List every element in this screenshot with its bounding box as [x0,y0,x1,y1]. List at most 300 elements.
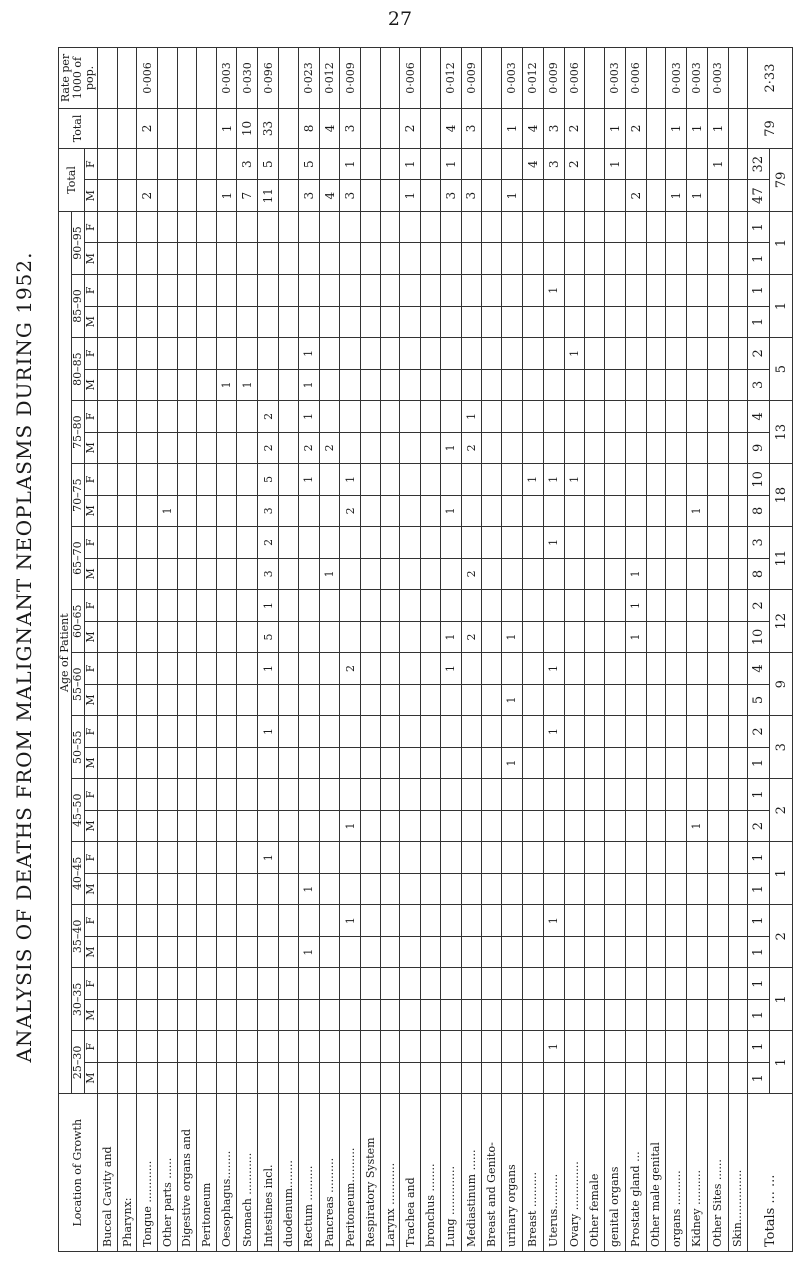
count-cell-f [216,968,237,1000]
count-cell-f [340,968,361,1000]
count-cell-f [400,527,421,559]
count-cell-f [440,716,461,748]
empty-cell [482,306,501,338]
count-cell-m [543,432,564,464]
empty-cell [585,401,604,433]
band-total-cell: 5 [770,338,793,401]
empty-cell [646,211,665,243]
count-cell-f [319,464,340,496]
count-cell-m [279,873,298,905]
count-cell-f [340,590,361,622]
empty-cell [585,621,604,653]
count-cell-m [686,999,707,1031]
empty-cell [646,653,665,685]
count-cell-m [400,243,421,275]
count-cell-m [279,747,298,779]
count-cell-f [604,905,625,937]
count-cell-f [625,1031,646,1063]
count-cell-f [501,527,522,559]
count-cell-m [564,432,585,464]
count-cell-m [237,495,258,527]
count-cell-f [564,842,585,874]
total-m-cell: 1 [501,180,522,212]
count-cell-m: 5 [258,621,279,653]
table-row [319,48,340,1252]
count-cell-f [728,653,747,685]
count-cell-f [625,527,646,559]
count-cell-f [625,968,646,1000]
total-m-cell: 1 [686,180,707,212]
sex-f-header: F [85,275,98,307]
count-cell-f [686,779,707,811]
count-cell-m [522,621,543,653]
location-label: Other Sites ...... [707,1094,728,1252]
empty-cell [585,716,604,748]
empty-cell [646,558,665,590]
empty-cell [197,936,216,968]
count-cell-f [501,905,522,937]
count-cell-m [137,432,158,464]
total-cell: 2 [400,108,421,148]
count-cell-m [421,495,440,527]
count-cell-m [707,495,728,527]
count-cell-f: 1 [258,653,279,685]
table-row [298,48,319,1252]
count-cell-m [421,621,440,653]
empty-cell [117,779,136,811]
empty-cell [482,905,501,937]
empty-cell [98,999,117,1031]
count-cell-m [522,810,543,842]
count-cell-f [258,338,279,370]
count-cell-f [440,401,461,433]
count-cell-m [421,999,440,1031]
count-cell-m [707,369,728,401]
location-label: Breast and Genito- [482,1094,501,1252]
count-cell-m [258,810,279,842]
count-cell-f [440,275,461,307]
count-cell-m [421,558,440,590]
empty-cell [197,180,216,212]
age-band-header: 90–95 [72,211,85,274]
location-label: Intestines incl. [258,1094,279,1252]
total-f-cell [666,148,687,180]
count-cell-f [461,464,482,496]
empty-cell [361,495,380,527]
count-cell-f [543,842,564,874]
count-cell-m [216,558,237,590]
count-cell-f [158,275,177,307]
empty-cell [117,369,136,401]
count-cell-f: 1 [258,842,279,874]
count-cell-m [237,243,258,275]
count-cell-m [728,243,747,275]
empty-cell [98,684,117,716]
totals-f-cell: 4 [748,401,770,433]
count-cell-m: 1 [686,810,707,842]
count-cell-f [279,338,298,370]
count-cell-f [666,464,687,496]
totals-f-cell: 1 [748,842,770,874]
band-total-cell: 18 [770,464,793,527]
total-m-cell: 2 [137,180,158,212]
count-cell-m [564,684,585,716]
count-cell-m: 2 [319,432,340,464]
total-cell: 3 [461,108,482,148]
count-cell-m [440,306,461,338]
total-f-cell [216,148,237,180]
total-f-cell: 5 [298,148,319,180]
location-label: urinary organs [501,1094,522,1252]
count-cell-f [522,590,543,622]
empty-cell [585,653,604,685]
total-m-cell [522,180,543,212]
total-cell [380,108,399,148]
sex-f-header: F [85,842,98,874]
rate-cell: 0·009 [461,48,482,109]
count-cell-f [625,464,646,496]
count-cell-m [421,936,440,968]
count-cell-f [380,211,399,243]
empty-cell [646,180,665,212]
count-cell-m [237,621,258,653]
count-cell-m [501,558,522,590]
count-cell-m [604,747,625,779]
empty-cell [646,495,665,527]
count-cell-f [340,211,361,243]
count-cell-f [137,527,158,559]
table-row [380,48,399,1252]
age-band-header: 60–65 [72,590,85,653]
empty-cell [117,338,136,370]
count-cell-f [543,338,564,370]
empty-cell [98,558,117,590]
count-cell-m [319,495,340,527]
rate-cell [421,48,440,109]
count-cell-m [564,747,585,779]
count-cell-f [158,968,177,1000]
count-cell-m [728,747,747,779]
empty-cell [361,558,380,590]
empty-cell [482,558,501,590]
count-cell-f [501,338,522,370]
count-cell-f [707,779,728,811]
count-cell-m [728,1062,747,1094]
count-cell-m [686,747,707,779]
empty-cell [361,1062,380,1094]
count-cell-m [543,495,564,527]
table-row [421,48,440,1252]
totals-m-cell: 2 [748,810,770,842]
count-cell-f [137,779,158,811]
count-cell-m [707,558,728,590]
count-cell-m [137,999,158,1031]
empty-cell [585,873,604,905]
count-cell-m [604,1062,625,1094]
band-total-cell: 11 [770,527,793,590]
count-cell-m: 1 [440,621,461,653]
count-cell-f [666,211,687,243]
empty-cell [117,905,136,937]
header-row-3 [85,48,98,1252]
count-cell-m [604,432,625,464]
count-cell-m [707,1062,728,1094]
count-cell-m [237,558,258,590]
count-cell-m [707,999,728,1031]
count-cell-m [298,306,319,338]
count-cell-m [440,810,461,842]
count-cell-f [686,905,707,937]
location-label: Pancreas .......... [319,1094,340,1252]
count-cell-f [237,905,258,937]
count-cell-f [543,968,564,1000]
count-cell-m [258,306,279,338]
count-cell-m [158,369,177,401]
count-cell-f [440,779,461,811]
count-cell-f [237,275,258,307]
empty-cell [177,432,196,464]
totals-f-cell: 3 [748,527,770,559]
count-cell-f [440,842,461,874]
count-cell-f [279,211,298,243]
empty-cell [585,936,604,968]
empty-cell [361,968,380,1000]
count-cell-m [728,999,747,1031]
count-cell-m [421,243,440,275]
count-cell-m [625,306,646,338]
count-cell-f [707,842,728,874]
count-cell-m [216,495,237,527]
band-total-cell: 1 [770,1031,793,1094]
sex-f-header: F [85,464,98,496]
totals-m-cell: 1 [748,243,770,275]
count-cell-m [564,495,585,527]
count-cell-m [380,369,399,401]
count-cell-f: 5 [258,464,279,496]
total-cell: 1 [686,108,707,148]
count-cell-f [543,590,564,622]
count-cell-f: 1 [543,653,564,685]
total-f-cell: 1 [400,148,421,180]
empty-cell [646,590,665,622]
count-cell-f [440,338,461,370]
count-cell-m [686,558,707,590]
count-cell-m [216,747,237,779]
empty-cell [646,747,665,779]
count-cell-f [686,842,707,874]
empty-cell [646,968,665,1000]
empty-cell [585,558,604,590]
count-cell-m [625,747,646,779]
count-cell-m [728,558,747,590]
count-cell-m [501,495,522,527]
empty-cell [482,464,501,496]
count-cell-f [279,275,298,307]
empty-cell [177,905,196,937]
table-row [216,48,237,1252]
count-cell-f [298,275,319,307]
count-cell-m [461,243,482,275]
total-m-cell: 3 [340,180,361,212]
count-cell-f [258,779,279,811]
totals-f-sum: 32 [748,148,770,180]
count-cell-f [158,401,177,433]
count-cell-f [137,338,158,370]
empty-cell [361,243,380,275]
total-cell: 1 [666,108,687,148]
count-cell-f [400,338,421,370]
count-cell-m [298,243,319,275]
count-cell-f [461,779,482,811]
count-cell-m [543,558,564,590]
totals-f-cell: 1 [748,211,770,243]
empty-cell [585,968,604,1000]
sex-m-header: M [85,432,98,464]
count-cell-f [400,716,421,748]
count-cell-f [707,464,728,496]
count-cell-m [440,1062,461,1094]
empty-cell [361,905,380,937]
location-label: duodenum........ [279,1094,298,1252]
count-cell-f [501,716,522,748]
empty-cell [361,653,380,685]
empty-cell [117,684,136,716]
count-cell-f [501,464,522,496]
location-label: Other female [585,1094,604,1252]
count-cell-f [340,842,361,874]
count-cell-m [319,369,340,401]
rate-cell [728,48,747,109]
count-cell-f [279,464,298,496]
age-band-header: 25–30 [72,1031,85,1094]
count-cell-m [666,999,687,1031]
count-cell-m: 1 [625,621,646,653]
totals-m-cell: 1 [748,999,770,1031]
count-cell-m [686,1062,707,1094]
empty-cell [482,401,501,433]
rate-cell [380,48,399,109]
empty-cell [482,1031,501,1063]
empty-cell [585,180,604,212]
total-m-cell: 3 [298,180,319,212]
total-m-cell: 1 [216,180,237,212]
count-cell-m [137,621,158,653]
count-cell-f: 1 [543,716,564,748]
total-m-cell [543,180,564,212]
count-cell-f: 1 [543,1031,564,1063]
count-cell-m [686,432,707,464]
sex-f-header: F [85,401,98,433]
empty-cell [117,211,136,243]
age-band-header: 50–55 [72,716,85,779]
total-f-cell [421,148,440,180]
count-cell-f [564,905,585,937]
count-cell-m [298,810,319,842]
count-cell-m [216,873,237,905]
count-cell-m [137,558,158,590]
count-cell-f [279,401,298,433]
empty-cell [98,211,117,243]
count-cell-f [421,527,440,559]
count-cell-f [666,590,687,622]
empty-cell [361,432,380,464]
count-cell-m [137,495,158,527]
count-cell-f [237,842,258,874]
empty-cell [646,464,665,496]
empty-cell [117,432,136,464]
count-cell-m: 1 [298,873,319,905]
count-cell-m [421,810,440,842]
table-row [158,48,177,1252]
count-cell-f [237,211,258,243]
count-cell-m [380,495,399,527]
count-cell-m [522,936,543,968]
count-cell-f [461,1031,482,1063]
count-cell-f [604,1031,625,1063]
count-cell-f [319,401,340,433]
count-cell-f [686,211,707,243]
count-cell-f [380,905,399,937]
count-cell-m: 1 [440,432,461,464]
count-cell-m [501,810,522,842]
count-cell-m [158,936,177,968]
count-cell-f [501,842,522,874]
count-cell-f [258,1031,279,1063]
total-m-header: M [85,180,98,212]
count-cell-f [258,275,279,307]
count-cell-f [707,275,728,307]
count-cell-f [666,527,687,559]
count-cell-m [440,999,461,1031]
count-cell-m [440,684,461,716]
empty-cell [98,747,117,779]
count-cell-m [543,873,564,905]
empty-cell [646,401,665,433]
empty-cell [117,747,136,779]
empty-cell [98,842,117,874]
count-cell-m [666,747,687,779]
count-cell-f: 1 [564,464,585,496]
count-cell-f [707,211,728,243]
count-cell-m [158,747,177,779]
empty-cell [361,464,380,496]
count-cell-m [237,306,258,338]
count-cell-f: 1 [625,590,646,622]
count-cell-m [319,936,340,968]
empty-cell [197,842,216,874]
count-cell-m [564,810,585,842]
count-cell-f [604,653,625,685]
count-cell-m [604,810,625,842]
total-f-cell: 4 [522,148,543,180]
count-cell-f [137,401,158,433]
count-cell-f: 1 [258,716,279,748]
empty-cell [177,275,196,307]
count-cell-f [137,211,158,243]
location-label: Prostate gland ... [625,1094,646,1252]
count-cell-m [216,1062,237,1094]
totals-f-cell: 2 [748,338,770,370]
count-cell-f: 1 [440,653,461,685]
count-cell-f [604,716,625,748]
count-cell-f [216,779,237,811]
count-cell-m [604,306,625,338]
count-cell-f [380,527,399,559]
count-cell-f [707,716,728,748]
count-cell-m [400,369,421,401]
count-cell-f [421,338,440,370]
totals-m-cell: 1 [748,1062,770,1094]
